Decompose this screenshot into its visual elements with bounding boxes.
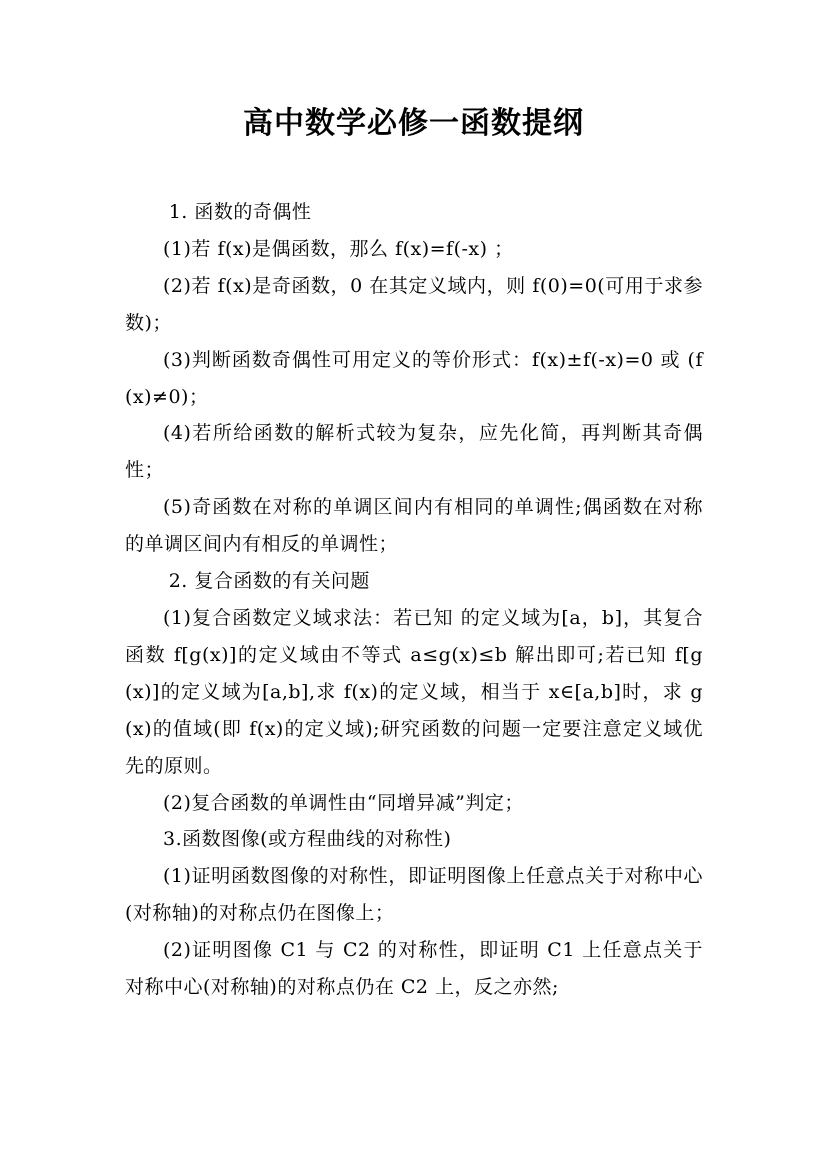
paragraph: (5)奇函数在对称的单调区间内有相同的单调性;偶函数在对称的单调区间内有相反的单调性； xyxy=(125,496,703,556)
paragraph: (2)证明图像 C1 与 C2 的对称性，即证明 C1 上任意点关于对称中心(对称轴)的对称点仍在 C2 上，反之亦然; xyxy=(125,939,703,999)
paragraph: (1)证明函数图像的对称性，即证明图像上任意点关于对称中心(对称轴)的对称点仍在图像上； xyxy=(125,865,703,925)
paragraph: (1)若 f(x)是偶函数，那么 f(x)=f(-x) ； xyxy=(163,237,514,260)
paragraph: (2)若 f(x)是奇函数，0 在其定义域内，则 f(0)=0(可用于求参数)； xyxy=(125,274,703,334)
section-heading-symmetry: 3.函数图像(或方程曲线的对称性) xyxy=(163,828,452,851)
section-heading-parity: 1. 函数的奇偶性 xyxy=(168,201,312,223)
paragraph: (4)若所给函数的解析式较为复杂，应先化简，再判断其奇偶性； xyxy=(125,422,703,482)
paragraph: (2)复合函数的单调性由“同增异减”判定； xyxy=(163,791,524,814)
document-body xyxy=(125,194,703,1006)
paragraph: (3)判断函数奇偶性可用定义的等价形式：f(x)±f(-x)=0 或 (f(x)≠0)； xyxy=(125,348,703,408)
document-title: 高中数学必修一函数提纲 xyxy=(243,106,584,141)
paragraph: (1)复合函数定义域求法：若已知 的定义域为[a，b]，其复合函数 f[g(x)]的定义域由不等式 a≤g(x)≤b 解出即可;若已知 f[g(x)]的定义域为[a,b],求 f(x)的定义域，相当于 x∈[a,b]时，求 g(x)的值域(即 f(x)的定义域);研究函数的问题一定要注意定义域优先的原则。 xyxy=(125,606,703,777)
section-heading-composite: 2. 复合函数的有关问题 xyxy=(168,570,370,593)
